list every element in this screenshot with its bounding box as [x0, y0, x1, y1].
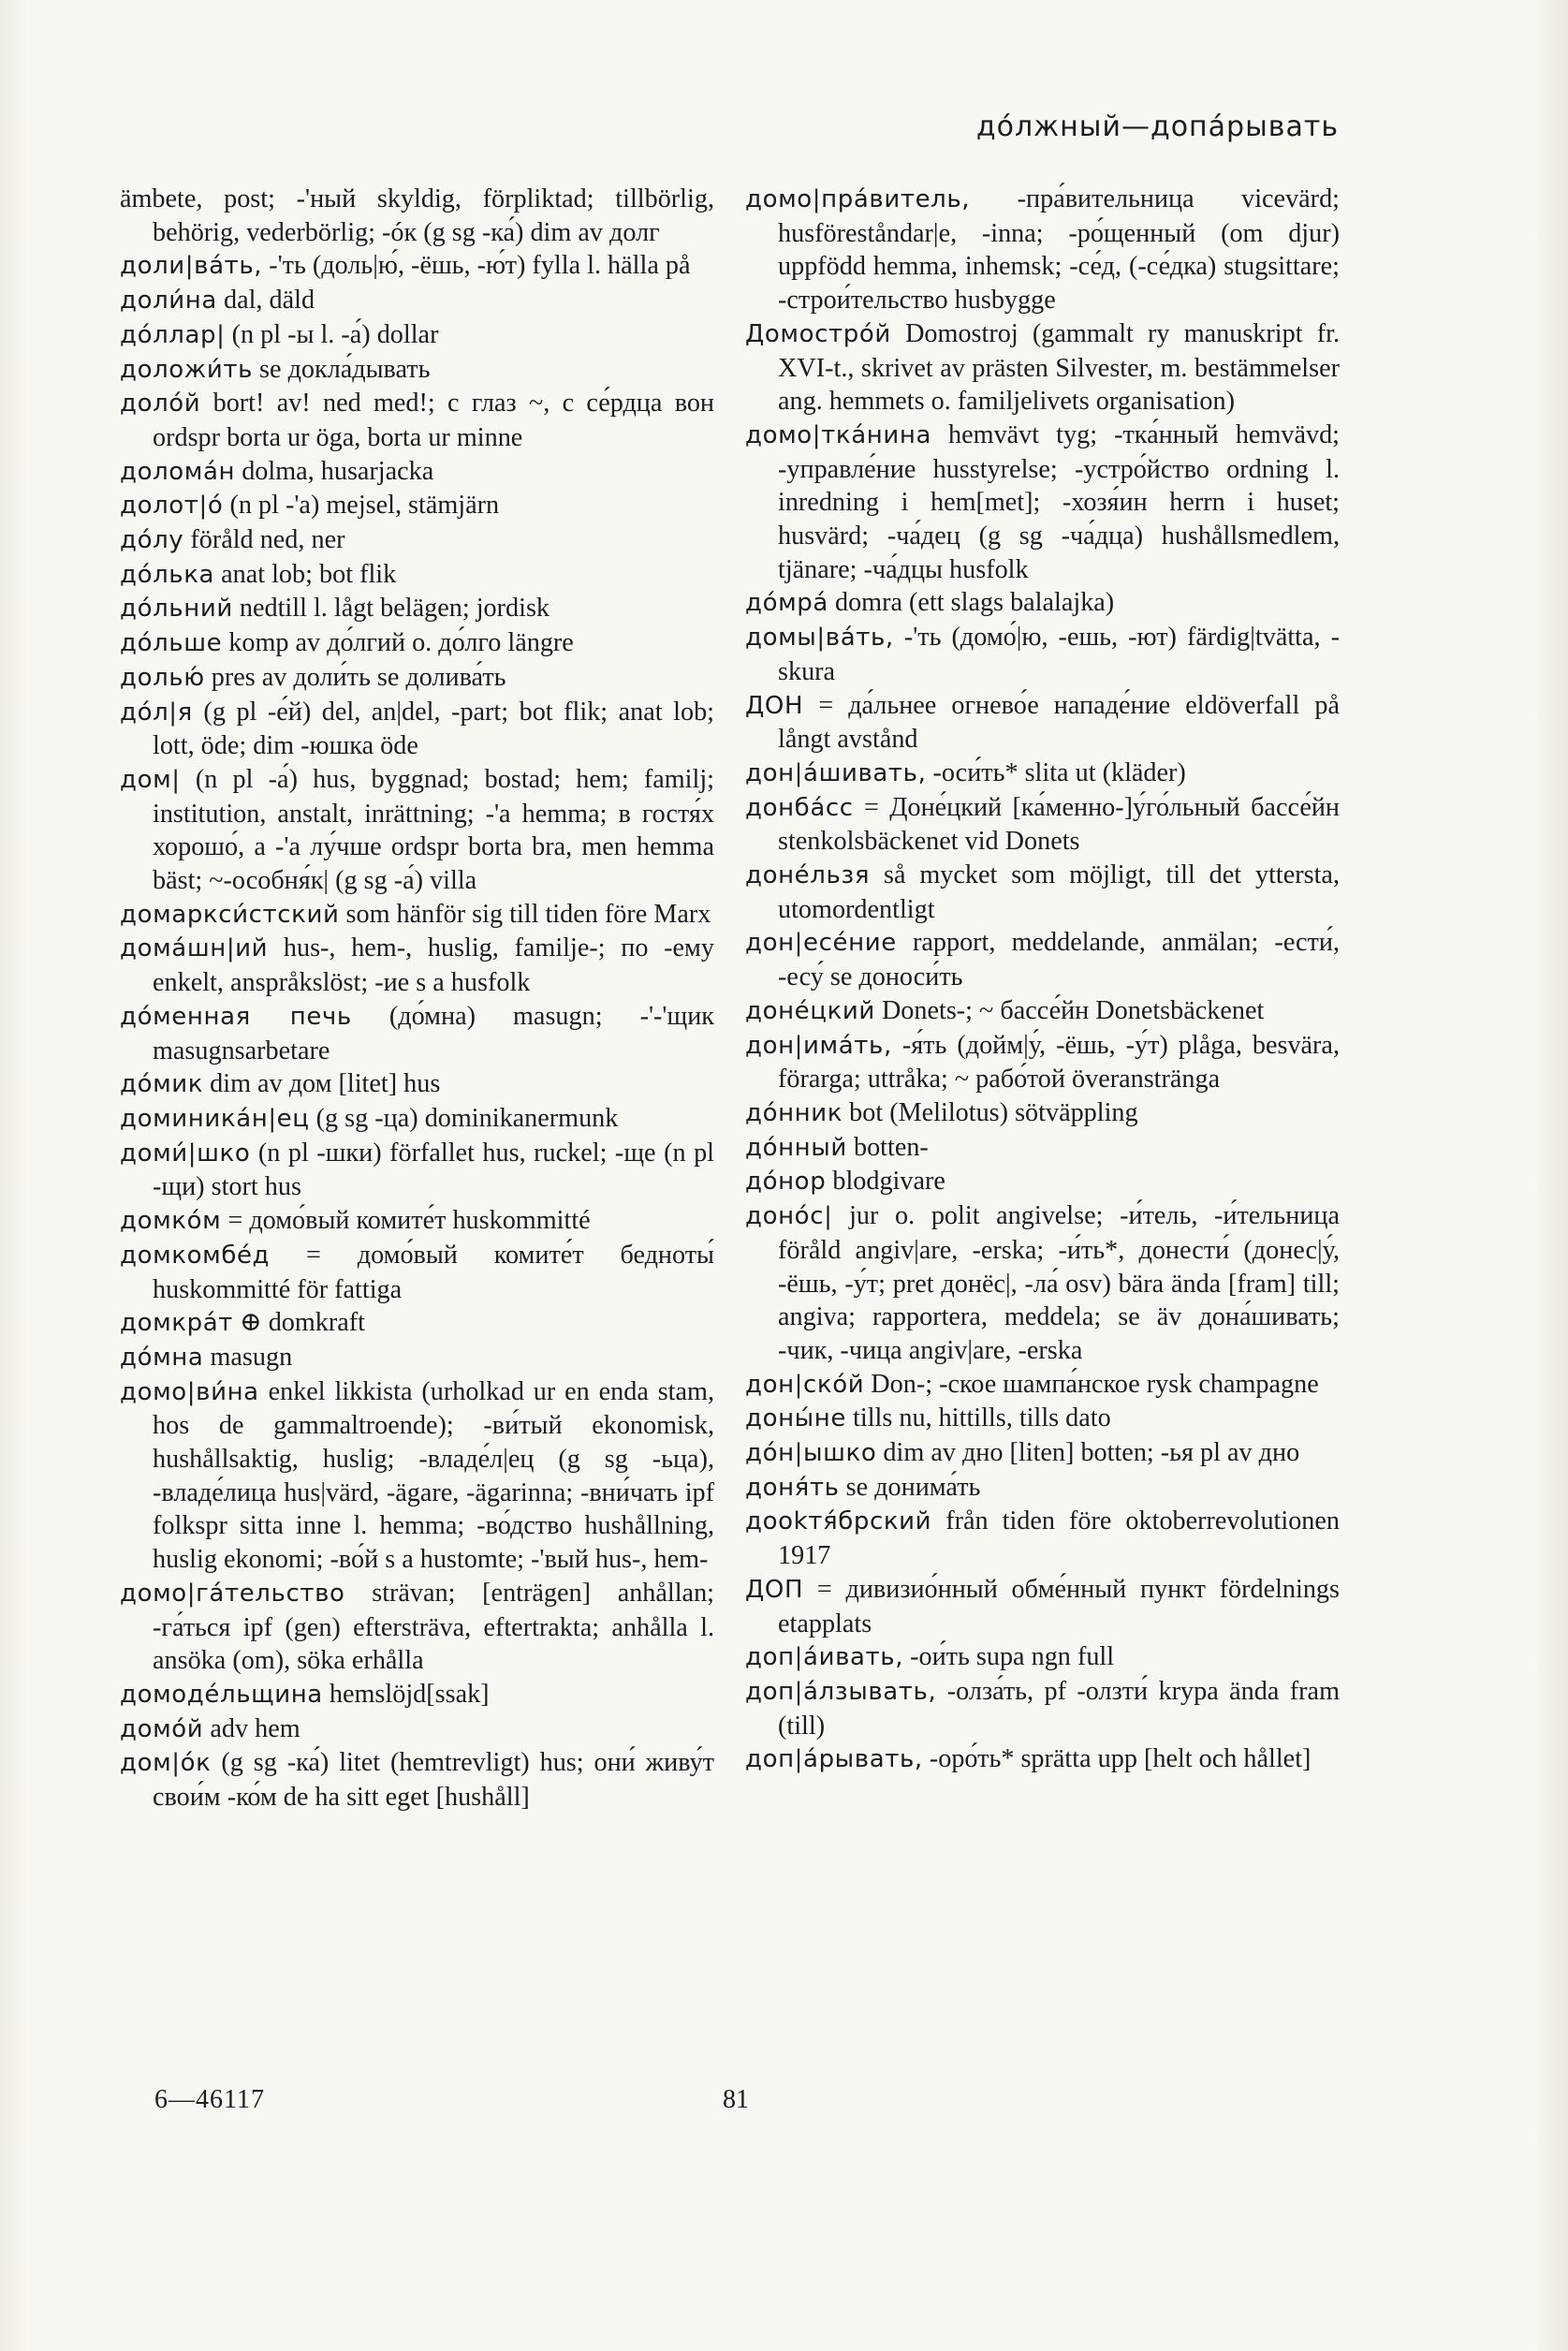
entry-definition: Donets-; ~ бассе́йн Donetsbäckenet: [874, 995, 1265, 1025]
entry-headword: доложи́ть: [120, 355, 253, 384]
entry-headword: долью́: [120, 663, 205, 692]
entry-definition: bot (Melilotus) sötväppling: [843, 1097, 1138, 1127]
entry-headword: дон|есе́ние: [745, 929, 897, 958]
entry-definition: domra (ett slags balalajka): [828, 588, 1115, 618]
dictionary-entry: [120, 387, 714, 454]
dictionary-entry: [745, 183, 1340, 317]
dictionary-entry: [120, 523, 714, 558]
dictionary-entry: [745, 621, 1340, 688]
dictionary-entry: [120, 284, 714, 318]
entry-headword: дом|о́к: [120, 1749, 212, 1778]
entry-definition: = да́льнее огнево́е нападе́ние eldöverfall på långt avstånd: [778, 690, 1340, 755]
entry-headword: домкра́т: [120, 1309, 233, 1338]
entry-headword: домо|га́тельство: [120, 1579, 345, 1608]
entry-definition: se докла́дывать: [253, 354, 431, 384]
dictionary-entry: [120, 626, 714, 661]
entry-headword: доп|а́ивать,: [745, 1643, 904, 1672]
entry-definition: ämbete, post; -'ный skyldig, förpliktad; tillbörlig, behörig, vederbörlig; -óк (g sg -ка́) dim av долг: [120, 184, 714, 247]
entry-headword: до́нник: [745, 1098, 843, 1127]
entry-definition: (g sg -ка́) litet (hemtrevligt) hus; они́ живу́т свои́м -ко́м de ha sitt eget [hushåll]: [153, 1748, 714, 1813]
dictionary-entry: [120, 1204, 714, 1239]
entry-definition: se донима́ть: [839, 1472, 981, 1502]
entry-definition: -'ть (домо́|ю, -ешь, -ют) färdig|tvätta, -skura: [778, 623, 1340, 686]
entry-definition: enkel likkista (urholkad ur en enda stam, hos de gammaltroende); -ви́тый ekonomisk, hushållsaktig, huslig; -владе́л|ец (g sg -ьца), -владе́лица hus|värd, -ägare, -ägarinna; -вни́чать ipf folkspr sitta inne l. hemma; -во́дство hushållning, huslig ekonomi; -во́й s a hustomte; -'вый hus-, hem-: [153, 1376, 714, 1575]
dictionary-entry: [120, 183, 714, 249]
entry-definition: dal, däld: [216, 286, 315, 316]
dictionary-entry: [745, 1436, 1340, 1471]
dictionary-entry: [745, 791, 1340, 859]
entry-definition: nedtill l. lågt belägen; jordisk: [232, 594, 550, 624]
entry-headword: до́мра́: [745, 589, 828, 618]
running-header: до́лжный—допа́рывать: [975, 110, 1339, 143]
dictionary-entry: [120, 489, 714, 523]
dictionary-entry: [745, 1742, 1340, 1777]
dictionary-entry: [745, 859, 1340, 926]
entry-definition: (n pl -ы l. -а́) dollar: [225, 319, 439, 349]
dictionary-entry: [745, 757, 1340, 791]
entry-headword: ДОН: [745, 691, 804, 720]
dictionary-entry: [120, 1000, 714, 1067]
entry-definition: -оро́ть* sprätta upp [helt och hållet]: [922, 1744, 1312, 1774]
entry-headword: домко́м: [120, 1207, 222, 1236]
entry-definition: blodgivare: [826, 1167, 945, 1197]
entry-headword: дон|а́шивать,: [745, 758, 927, 787]
entry-definition: dolma, husarjacka: [235, 456, 434, 486]
entry-headword: долот|о́: [120, 492, 224, 521]
entry-definition: (n pl -а́) hus, byggnad; bostad; hem; familj; institution, anstalt, inrättning; -'а hemma; в гостя́х хорошо́, а -'а лу́чше ordspr borta bra, men hemma bäst; ~-особня́к| (g sg -а́) villa: [153, 764, 714, 896]
entry-definition: anat lob; bot flik: [214, 559, 397, 589]
entry-headword: домы|ва́ть,: [745, 624, 894, 653]
entry-definition: (n pl -'а) mejsel, stämjärn: [223, 491, 500, 521]
dictionary-entry: [120, 1341, 714, 1375]
entry-definition: som hänför sig till tiden före Marx: [339, 899, 711, 929]
entry-headword: до́н|ышко: [745, 1439, 877, 1468]
entry-headword: доми́|шко: [120, 1139, 251, 1168]
entry-headword: до́л|я: [120, 698, 193, 727]
entry-headword: домо|тка́нина: [745, 420, 931, 449]
dictionary-entry: [120, 696, 714, 763]
dictionary-entry: [745, 689, 1340, 757]
entry-headword: до́льний: [120, 595, 233, 624]
dictionary-entry: [745, 1640, 1340, 1675]
entry-headword: доп|а́рывать,: [745, 1745, 923, 1774]
dictionary-entry: [120, 249, 714, 284]
entry-headword: домаркси́стский: [120, 900, 340, 929]
entry-headword: до́мик: [120, 1070, 204, 1099]
entry-headword: дон|ско́й: [745, 1370, 865, 1399]
dictionary-entry: [745, 1368, 1340, 1403]
entry-headword: дон|има́ть,: [745, 1031, 892, 1060]
entry-definition: -я́ть (дойм|у́, -ёшь, -у́т) plåga, besvära, förarga; uttråka; ~ рабо́той överanstränga: [778, 1030, 1340, 1095]
dictionary-entry: [120, 353, 714, 388]
entry-headword: доло́й: [120, 389, 201, 419]
entry-headword: донба́сс: [745, 793, 854, 822]
entry-headword: домкомбе́д: [120, 1241, 271, 1270]
entry-definition: Domostroj (gammalt ry manuskript fr. XVI-t., skrivet av prästen Silvester, m. bestämmelser ang. hemmets o. familjelivets organisation): [778, 318, 1340, 417]
entry-headword: доно́с|: [745, 1202, 833, 1231]
entry-headword: домо́й: [120, 1714, 204, 1743]
entry-definition: masugn: [203, 1342, 293, 1372]
dictionary-entry: [120, 1102, 714, 1137]
entry-definition: (n pl -шки) förfallet hus, ruckel; -ще (n pl -щи) stort hus: [153, 1138, 714, 1202]
entry-definition: strävan; [enträgen] anhållan; -га́ться ipf (gen) eftersträva, eftertrakta; anhålla l. ansöka (om), söka erhålla: [153, 1578, 714, 1676]
entry-headword: доне́цкий: [745, 996, 875, 1025]
dictionary-entry: [745, 1675, 1340, 1742]
entry-headword: дookтя́брский: [745, 1507, 932, 1536]
entry-definition: dim av дно [liten] botten; -ья pl av дно: [876, 1438, 1300, 1468]
entry-definition: komp av до́лгий o. до́лго längre: [222, 628, 574, 658]
dictionary-entry: [120, 558, 714, 593]
entry-definition: ⊕ domkraft: [232, 1308, 366, 1338]
entry-definition: (до́мна) masugn; -'-'щик masugnsarbetare: [153, 1001, 714, 1065]
entry-definition: botten-: [846, 1132, 929, 1162]
entry-headword: ДОП: [745, 1575, 804, 1604]
dictionary-entry: [120, 1137, 714, 1204]
dictionary-entry: [120, 592, 714, 626]
dictionary-entry: [120, 932, 714, 999]
dictionary-entry: [120, 455, 714, 490]
dictionary-entry: [120, 763, 714, 898]
entry-headword: до́лу: [120, 526, 184, 555]
entry-definition: (g pl -е́й) del, an|del, -part; bot flik; anat lob; lott, öde; dim -юшка öde: [153, 697, 714, 761]
entry-definition: från tiden före oktoberrevolutionen 1917: [778, 1506, 1340, 1571]
right-column: [745, 183, 1340, 1777]
entry-definition: = домо́вый комите́т huskommitté: [221, 1206, 591, 1236]
entry-headword: до́льше: [120, 629, 223, 658]
dictionary-entry: [745, 1505, 1340, 1572]
entry-headword: доны́не: [745, 1404, 847, 1433]
entry-definition: -пра́вительница vicevärd; husföreståndar|e, -inna; -ро́щенный (om djur) uppfödd hemma, inhemsk; -се́д, (-се́дка) stugsittare; -строи́тельство husbygge: [778, 184, 1340, 316]
entry-definition: -олза́ть, pf -олзти́ krypa ända fram (till): [778, 1676, 1340, 1741]
entry-headword: домо|пра́витель,: [745, 185, 971, 213]
entry-headword: домо|ви́на: [120, 1377, 259, 1406]
dictionary-entry: [745, 926, 1340, 993]
dictionary-entry: [745, 1471, 1340, 1506]
dictionary-entry: [120, 898, 714, 933]
entry-definition: Don-; -ское шампа́нское rysk champagne: [864, 1369, 1319, 1399]
page-number: 81: [723, 2085, 749, 2114]
entry-headword: дом|: [120, 765, 181, 794]
entry-headword: до́мна: [120, 1343, 204, 1372]
entry-definition: bort! av! ned med!; с глаз ~, с се́рдца вон ordspr borta ur öga, borta ur minne: [153, 389, 714, 452]
dictionary-entry: [120, 1239, 714, 1306]
entry-definition: adv hem: [203, 1713, 300, 1743]
printer-signature: 6—46117: [154, 2085, 265, 2114]
dictionary-entry: [745, 1199, 1340, 1368]
entry-headword: доп|а́лзывать,: [745, 1677, 937, 1706]
dictionary-entry: [120, 1678, 714, 1712]
entry-headword: до́ллар|: [120, 320, 226, 349]
entry-definition: rapport, meddelande, anmälan; -ести́, -есу́ se доноси́ть: [778, 928, 1340, 992]
entry-headword: до́менная печь: [120, 1002, 352, 1031]
dictionary-entry: [120, 1067, 714, 1102]
entry-definition: så mycket som möjligt, till det yttersta, utomordentligt: [778, 860, 1340, 924]
entry-definition: jur o. polit angivelse; -и́тель, -и́тельница föråld angiv|are, -erska; -и́ть*, донести́ (донес|у́, -ёшь, -у́т; pret донёс|, -ла́ osv) bära ända [fram] till; angiva; rapportera, meddela; se äv дона́шивать; -чик, -чица angiv|are, -erska: [778, 1201, 1340, 1365]
entry-headword: доня́ть: [745, 1473, 840, 1502]
entry-definition: tills nu, hittills, tills dato: [846, 1403, 1111, 1433]
dictionary-entry: [120, 1746, 714, 1814]
entry-headword: до́лька: [120, 560, 215, 589]
entry-headword: доминика́н|ец: [120, 1104, 310, 1133]
entry-headword: доне́льзя: [745, 861, 871, 890]
entry-definition: (g sg -ца) dominikanermunk: [309, 1103, 619, 1133]
entry-definition: föråld ned, ner: [183, 525, 345, 555]
entry-definition: -ои́ть supa ngn full: [903, 1642, 1115, 1672]
dictionary-entry: [120, 1375, 714, 1577]
entry-definition: -оси́ть* slita ut (kläder): [926, 757, 1186, 787]
entry-headword: доли|ва́ть,: [120, 252, 263, 281]
entry-headword: дома́шн|ий: [120, 934, 269, 963]
entry-definition: hemslöjd[ssak]: [322, 1679, 490, 1709]
dictionary-entry: [745, 1402, 1340, 1436]
left-column: [120, 183, 714, 1815]
dictionary-entry: [745, 1131, 1340, 1166]
dictionary-entry: [120, 318, 714, 353]
entry-definition: hemvävt tyg; -тка́нный hemvävd; -управле́ние husstyrelse; -устро́йство ordning l. inredning i hem[met]; -хозя́ин herrn i huset; husvärd; -ча́дец (g sg -ча́дца) hushållsmedlem, tjänare; -ча́дцы husfolk: [778, 419, 1340, 584]
entry-definition: = Доне́цкий [ка́менно-]у́го́льный бассе́йн stenkolsbäckenet vid Donets: [778, 792, 1340, 857]
dictionary-entry: [745, 1573, 1340, 1640]
dictionary-entry: [120, 1306, 714, 1341]
entry-headword: Домостро́й: [745, 319, 891, 348]
entry-definition: dim av дом [litet] hus: [203, 1069, 441, 1099]
entry-definition: = дивизио́нный обме́нный пункт fördelnings etapplats: [778, 1574, 1340, 1638]
entry-definition: -'ть (доль|ю́, -ёшь, -ю́т) fylla l. hälla på: [262, 251, 691, 281]
dictionary-entry: [120, 1577, 714, 1678]
entry-headword: домоде́льщина: [120, 1680, 323, 1709]
dictionary-entry: [745, 586, 1340, 621]
dictionary-entry: [745, 994, 1340, 1029]
dictionary-entry: [120, 661, 714, 696]
entry-headword: до́нор: [745, 1168, 827, 1197]
entry-definition: = домо́вый комите́т бедноты́ huskommitté för fattiga: [153, 1240, 714, 1304]
dictionary-entry: [745, 419, 1340, 587]
entry-headword: до́нный: [745, 1133, 847, 1162]
dictionary-entry: [120, 1712, 714, 1747]
dictionary-entry: [745, 1029, 1340, 1096]
entry-definition: hus-, hem-, huslig, familje-; по -ему enkelt, anspråkslöst; -ие s a husfolk: [153, 933, 714, 998]
dictionary-entry: [745, 1096, 1340, 1131]
dictionary-entry: [745, 1165, 1340, 1199]
entry-definition: pres av доли́ть se долива́ть: [204, 662, 506, 692]
entry-headword: долома́н: [120, 457, 236, 486]
dictionary-entry: [745, 317, 1340, 419]
entry-headword: доли́на: [120, 287, 217, 316]
